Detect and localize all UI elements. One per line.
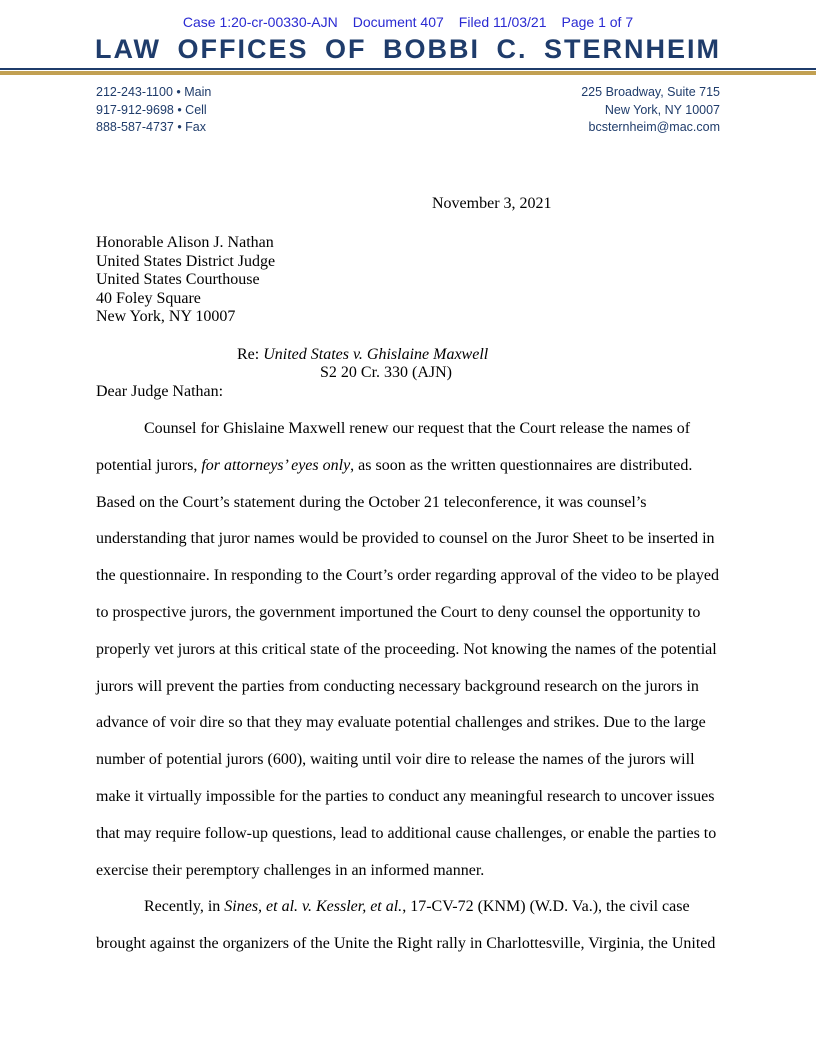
re-line [237, 346, 720, 365]
body-paragraphs [96, 411, 720, 963]
text-run: , 17-CV-72 (KNM) (W.D. Va.), the civil case brought against the organizers of the Unite the Right rally in Charlottesville, Virginia, the United [96, 898, 716, 953]
letter-content [0, 195, 816, 963]
italic-text-run: for attorneys’ eyes only [201, 456, 351, 474]
body-paragraph [96, 411, 720, 889]
addressee-street: 40 Foley Square [96, 289, 201, 307]
stamp-document-number: Document 407 [352, 14, 444, 30]
stamp-filed-date: Filed 11/03/21 [458, 14, 547, 30]
addressee-city: New York, NY 10007 [96, 308, 236, 325]
addressee-block [96, 234, 720, 327]
body-paragraph [96, 889, 720, 963]
re-block [96, 346, 720, 402]
street-address: 225 Broadway, Suite 715 [581, 85, 720, 99]
re-docket-number: S2 20 Cr. 330 (AJN) [320, 364, 453, 381]
phone-fax: 888-587-4737 • Fax [96, 120, 207, 134]
city-state-zip: New York, NY 10007 [604, 102, 720, 117]
address-block [581, 84, 720, 137]
phone-main: 212-243-1100 • Main [96, 85, 212, 99]
phone-cell: 917-912-9698 • Cell [96, 102, 207, 117]
divider-navy-rule [0, 68, 816, 70]
addressee-title: United States District Judge [96, 252, 276, 270]
re-case-name: United States v. Ghislaine Maxwell [263, 345, 489, 363]
firm-name: LAW OFFICES OF BOBBI C. STERNHEIM [95, 34, 721, 64]
addressee-building: United States Courthouse [96, 271, 260, 288]
letterhead-contacts [0, 75, 816, 137]
stamp-page-number: Page 1 of 7 [561, 14, 634, 30]
italic-text-run: Sines, et al. v. Kessler, et al. [224, 898, 403, 916]
addressee-name: Honorable Alison J. Nathan [96, 234, 274, 251]
text-run: , as soon as the written questionnaires are distributed. Based on the Court’s statement during the October 21 teleconference, it was counsel’s understanding that juror names would be provided to counsel on the Juror Sheet to be inserted in the questionnaire. In responding to the Court’s order regarding approval of the video to be played to prospective jurors, the government importuned the Court to deny counsel the opportunity to properly vet jurors at this critical state of the proceeding. Not knowing the names of the potential jurors will prevent the parties from conducting necessary background research on the jurors in advance of voir dire so that they may evaluate potential challenges and strikes. Due to the large number of potential jurors (600), waiting until voir dire to release the names of the jurors will make it virtually impossible for the parties to conduct any meaningful research to uncover issues that may require follow-up questions, lead to additional cause challenges, or enable the parties to exercise their peremptory challenges in an informed manner. [96, 456, 719, 879]
stamp-case-number: Case 1:20-cr-00330-AJN [182, 14, 338, 30]
re-prefix: Re: [237, 345, 264, 363]
salutation: Dear Judge Nathan: [96, 382, 224, 400]
phone-numbers-block [96, 84, 211, 137]
letter-date: November 3, 2021 [432, 194, 552, 212]
text-run: Recently, in [144, 898, 225, 916]
court-filing-stamp [0, 0, 816, 31]
text-run: Counsel for Ghislaine Maxwell renew our request that the Court release the names of potential jurors, [96, 420, 691, 474]
letterhead [0, 0, 816, 137]
email-address: bcsternheim@mac.com [588, 120, 720, 134]
